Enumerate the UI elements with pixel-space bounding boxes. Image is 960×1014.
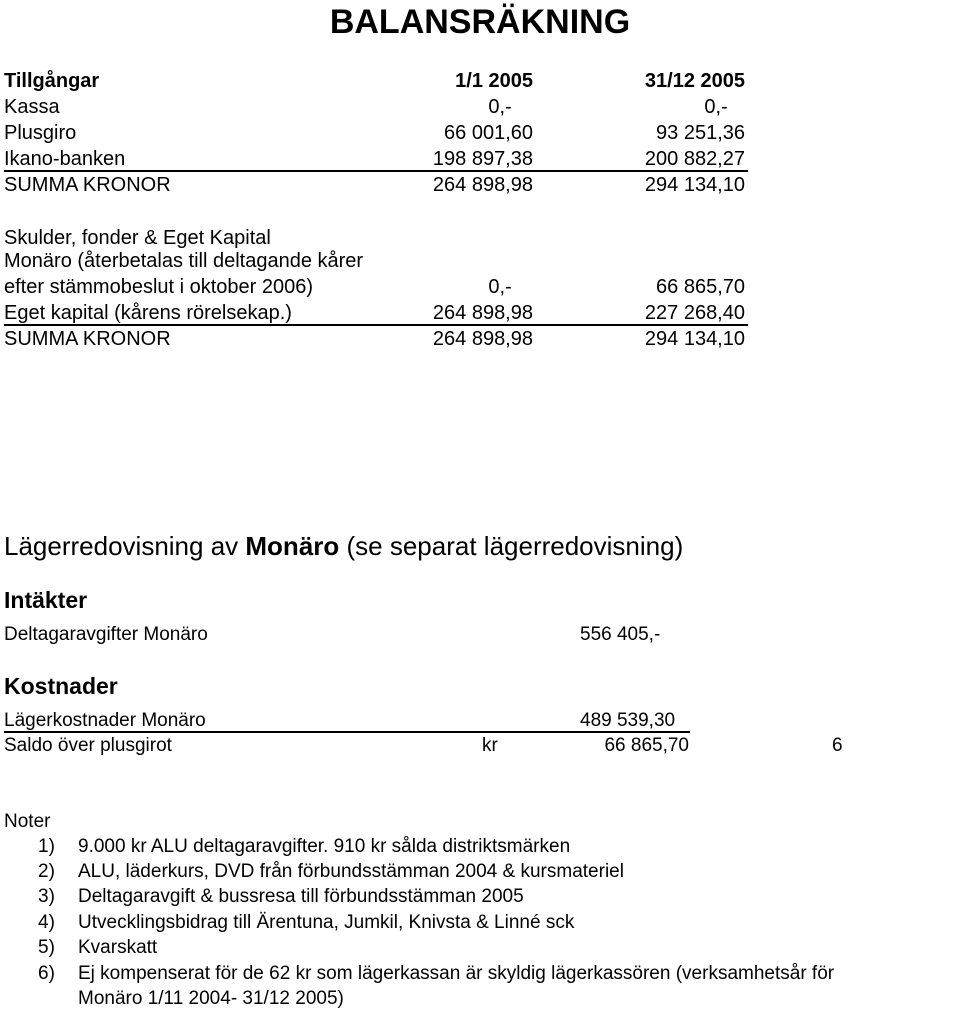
- liabilities-total-start: 264 898,98: [432, 328, 533, 350]
- income-label: Deltagaravgifter Monäro: [4, 624, 208, 645]
- assets-total-start: 264 898,98: [432, 174, 533, 196]
- note-number: 6): [38, 963, 55, 984]
- col-header-2005-end: 31/12 2005: [644, 70, 745, 92]
- equity-value-start: 264 898,98: [432, 302, 533, 324]
- costs-label: Lägerkostnader Monäro: [4, 710, 206, 731]
- notes-heading: Noter: [4, 811, 51, 832]
- liabilities-heading: Skulder, fonder & Eget Kapital: [4, 227, 271, 249]
- row-value-kassa-start: 0,-: [488, 96, 512, 118]
- costs-value: 489 539,30: [580, 710, 676, 731]
- row-value-ikano-start: 198 897,38: [432, 148, 533, 170]
- income-heading: Intäkter: [4, 587, 88, 613]
- note-text: Kvarskatt: [78, 937, 158, 958]
- row-value-plusgiro-end: 93 251,36: [656, 122, 745, 144]
- row-label-ikano: Ikano-banken: [4, 148, 126, 170]
- assets-heading: Tillgångar: [4, 70, 100, 92]
- note-text: Utvecklingsbidrag till Ärentuna, Jumkil, Knivsta & Linné sck: [78, 912, 575, 933]
- monaro-value-end: 66 865,70: [656, 276, 745, 298]
- equity-value-end: 227 268,40: [644, 302, 745, 324]
- camp-heading: [4, 530, 683, 562]
- saldo-value: 66 865,70: [604, 735, 689, 756]
- row-value-plusgiro-start: 66 001,60: [444, 122, 533, 144]
- note-number: 3): [38, 886, 55, 907]
- liabilities-total-end: 294 134,10: [644, 328, 745, 350]
- assets-total-end: 294 134,10: [644, 174, 745, 196]
- saldo-unit: kr: [482, 735, 498, 756]
- page-title: BALANSRÄKNING: [329, 3, 631, 41]
- monaro-line-2: efter stämmobeslut i oktober 2006): [4, 276, 314, 298]
- row-label-plusgiro: Plusgiro: [4, 122, 77, 144]
- income-value: 556 405,-: [580, 624, 661, 645]
- note-text: ALU, läderkurs, DVD från förbundsstämman 2004 & kursmateriel: [78, 861, 624, 882]
- note-number: 2): [38, 861, 55, 882]
- costs-heading: Kostnader: [4, 673, 118, 699]
- saldo-label: Saldo över plusgirot: [4, 735, 172, 756]
- note-text: Ej kompenserat för de 62 kr som lägerkassan är skyldig lägerkassören (verksamhetsår för: [78, 963, 835, 984]
- row-label-kassa: Kassa: [4, 96, 60, 118]
- monaro-line-1: Monäro (återbetalas till deltagande kårer: [4, 250, 364, 272]
- note-text: 9.000 kr ALU deltagaravgifter. 910 kr sålda distriktsmärken: [78, 836, 571, 857]
- assets-total-label: SUMMA KRONOR: [4, 174, 171, 196]
- monaro-value-start: 0,-: [488, 276, 512, 298]
- note-continuation: Monäro 1/11 2004- 31/12 2005): [78, 988, 344, 1009]
- camp-heading-name: Monäro: [245, 531, 340, 561]
- note-text: Deltagaravgift & bussresa till förbundsstämman 2005: [78, 886, 524, 907]
- camp-heading-prefix: Lägerredovisning av: [4, 531, 246, 561]
- equity-label: Eget kapital (kårens rörelsekap.): [4, 302, 292, 324]
- row-value-ikano-end: 200 882,27: [644, 148, 745, 170]
- note-number: 5): [38, 937, 55, 958]
- note-number: 4): [38, 912, 55, 933]
- liabilities-total-label: SUMMA KRONOR: [4, 328, 171, 350]
- col-header-2005-start: 1/1 2005: [455, 70, 533, 92]
- saldo-note-ref: 6: [832, 735, 843, 756]
- note-number: 1): [38, 836, 55, 857]
- camp-heading-suffix: (se separat lägerredovisning): [339, 531, 684, 561]
- row-value-kassa-end: 0,-: [704, 96, 728, 118]
- saldo-rule: [4, 731, 690, 733]
